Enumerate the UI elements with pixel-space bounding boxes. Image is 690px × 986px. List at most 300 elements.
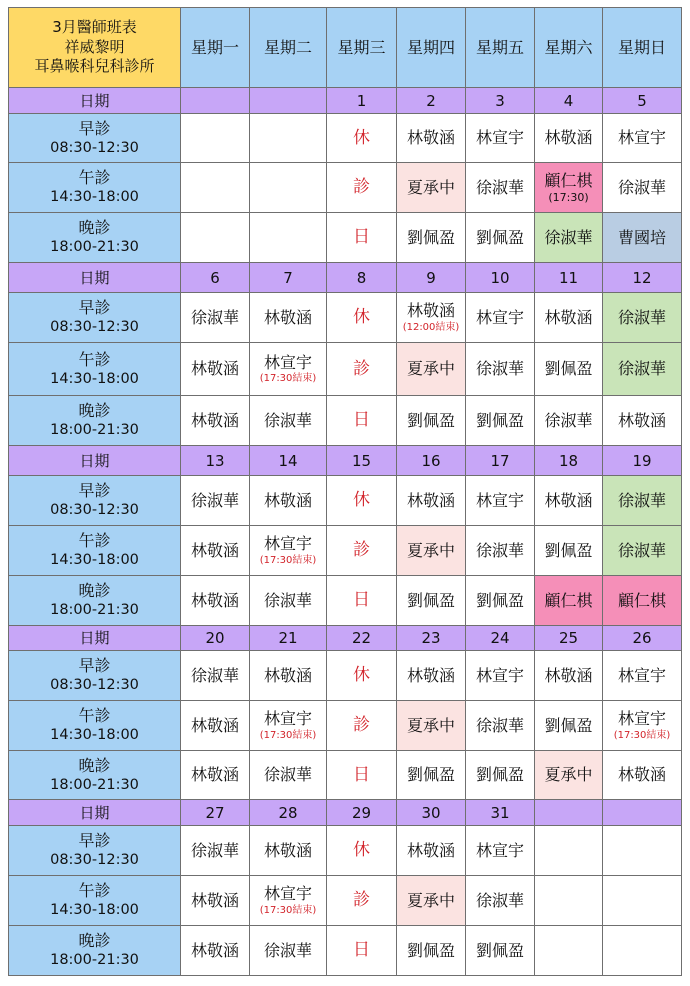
date-cell [466,626,535,651]
doctor-cell [603,114,682,163]
date-cell [327,626,397,651]
doctor-cell [466,114,535,163]
slot-label [9,293,181,343]
doctor-name: 林敬涵 [263,307,312,327]
doctor-cell [397,293,466,343]
doctor-cell [535,826,603,876]
slot-name: 午診 [78,706,111,726]
date-cell [535,88,603,114]
doctor-name: 曹國培 [617,227,666,247]
doctor-cell [250,114,327,163]
doctor-name: 林宣宇 [475,840,524,860]
doctor-cell [250,651,327,701]
doctor-cell [603,396,682,446]
doctor-name: 林敬涵 [544,307,593,327]
doctor-cell [535,343,603,396]
doctor-cell [603,926,682,976]
doctor-cell [397,213,466,263]
doctor-cell [535,213,603,263]
date-cell [250,263,327,293]
closed-mark: 診 [353,715,370,736]
date-number: 6 [210,268,220,287]
doctor-name: 林宣宇 [617,665,666,685]
doctor-name: 劉佩盈 [406,227,455,247]
date-number: 26 [632,629,652,647]
slot-time: 14:30-18:00 [50,902,139,919]
slot-time: 08:30-12:30 [50,852,139,869]
doctor-cell [181,826,250,876]
closed-mark: 診 [353,177,370,198]
shift-note: (17:30結束) [259,554,317,566]
shift-note: (17:30) [548,191,589,204]
doctor-name: 林敬涵 [190,715,239,735]
slot-name: 午診 [78,881,111,901]
doctor-cell [535,876,603,926]
date-number: 4 [563,91,574,110]
doctor-name: 劉佩盈 [406,590,455,610]
doctor-name: 林宣宇 [263,709,312,729]
doctor-cell [397,396,466,446]
doctor-name: 林宣宇 [475,307,524,327]
slot-time: 14:30-18:00 [50,552,139,569]
slot-time: 14:30-18:00 [50,727,139,744]
weekday-header [466,8,535,88]
doctor-cell [250,343,327,396]
doctor-name: 徐淑華 [617,540,666,560]
doctor-name: 夏承中 [544,765,593,785]
doctor-cell [397,526,466,576]
doctor-name: 徐淑華 [475,177,524,197]
title-line: 耳鼻喉科兒科診所 [34,57,155,76]
slot-label [9,751,181,800]
doctor-name: 林敬涵 [263,840,312,860]
slot-name: 午診 [78,168,111,188]
doctor-name: 劉佩盈 [475,765,524,785]
doctor-name: 林敬涵 [190,359,239,379]
doctor-cell [466,651,535,701]
doctor-cell [250,576,327,626]
doctor-cell [535,926,603,976]
doctor-name: 林敬涵 [190,765,239,785]
closed-cell [327,476,397,526]
shift-note: (17:30結束) [259,373,317,385]
shift-note: (12:00結束) [402,321,460,333]
doctor-cell [466,876,535,926]
doctor-name: 劉佩盈 [406,940,455,960]
date-number: 28 [278,803,298,822]
closed-mark: 診 [353,358,370,379]
doctor-cell [250,526,327,576]
weekday-label: 星期五 [475,37,524,57]
doctor-name: 林敬涵 [544,665,593,685]
weekday-label: 星期三 [337,37,386,57]
doctor-cell [181,213,250,263]
closed-cell [327,343,397,396]
date-cell [327,446,397,476]
doctor-cell [466,213,535,263]
doctor-cell [181,476,250,526]
shift-note: (17:30結束) [259,729,317,741]
doctor-cell [603,343,682,396]
date-cell [397,800,466,826]
date-number: 22 [351,629,372,647]
doctor-cell [181,526,250,576]
date-cell [397,626,466,651]
shift-note: (17:30結束) [613,729,671,741]
doctor-cell [466,163,535,213]
date-cell [603,626,682,651]
doctor-cell [397,826,466,876]
doctor-cell [535,701,603,751]
doctor-name: 林宣宇 [263,352,312,372]
title-line: 祥威黎明 [64,37,125,56]
doctor-cell [181,396,250,446]
doctor-name: 劉佩盈 [544,359,593,379]
slot-label [9,526,181,576]
doctor-cell [250,213,327,263]
slot-name: 午診 [78,531,111,551]
doctor-name: 林敬涵 [190,940,239,960]
doctor-name: 徐淑華 [475,715,524,735]
weekday-label: 星期四 [406,37,455,57]
doctor-cell [535,114,603,163]
doctor-cell [535,476,603,526]
slot-label [9,576,181,626]
doctor-name: 林宣宇 [263,884,312,904]
doctor-name: 林敬涵 [406,490,455,510]
doctor-name: 徐淑華 [544,410,593,430]
doctor-cell [181,701,250,751]
doctor-cell [466,751,535,800]
date-cell [250,88,327,114]
date-cell [466,446,535,476]
closed-cell [327,576,397,626]
doctor-name: 劉佩盈 [475,940,524,960]
doctor-cell [397,114,466,163]
doctor-cell [397,751,466,800]
date-number: 5 [637,91,647,110]
date-cell [535,446,603,476]
doctor-cell [466,476,535,526]
doctor-name: 林宣宇 [263,534,312,554]
doctor-cell [466,826,535,876]
doctor-name: 徐淑華 [263,410,312,430]
doctor-name: 劉佩盈 [406,765,455,785]
doctor-cell [466,576,535,626]
slot-time: 08:30-12:30 [50,319,139,336]
doctor-cell [535,293,603,343]
date-cell [181,446,250,476]
date-number: 1 [356,91,367,110]
closed-mark: 診 [353,540,370,561]
doctor-name: 徐淑華 [190,307,239,327]
date-cell [250,446,327,476]
doctor-cell [535,396,603,446]
doctor-name: 林宣宇 [475,490,524,510]
weekday-header [181,8,250,88]
doctor-cell [250,876,327,926]
date-cell [397,263,466,293]
slot-name: 晚診 [78,401,111,421]
date-number: 13 [205,451,225,470]
slot-label [9,114,181,163]
doctor-name: 林敬涵 [406,301,455,321]
doctor-cell [603,576,682,626]
doctor-name: 劉佩盈 [475,227,524,247]
doctor-name: 林敬涵 [406,128,455,148]
doctor-name: 顧仁棋 [544,590,593,610]
doctor-cell [535,651,603,701]
doctor-name: 林敬涵 [544,128,593,148]
date-cell [250,626,327,651]
doctor-name: 徐淑華 [263,765,312,785]
date-row-label [9,626,181,651]
closed-mark: 休 [353,127,370,148]
slot-name: 晚診 [78,581,111,601]
doctor-name: 徐淑華 [544,227,593,247]
doctor-name: 徐淑華 [475,359,524,379]
slot-label [9,651,181,701]
date-number: 18 [558,451,579,470]
doctor-cell [603,163,682,213]
doctor-cell [603,701,682,751]
date-number: 17 [490,451,510,470]
date-cell [397,88,466,114]
date-number: 19 [632,451,652,470]
doctor-name: 徐淑華 [475,890,524,910]
date-label: 日期 [79,803,110,822]
closed-mark: 日 [353,410,370,431]
doctor-cell [250,926,327,976]
doctor-cell [397,163,466,213]
doctor-name: 徐淑華 [617,490,666,510]
date-label: 日期 [79,268,110,287]
doctor-name: 徐淑華 [263,940,312,960]
doctor-cell [603,526,682,576]
date-number: 25 [558,629,579,647]
closed-cell [327,526,397,576]
schedule-title [9,8,181,88]
date-number: 23 [421,629,441,647]
date-cell [535,263,603,293]
doctor-cell [397,576,466,626]
weekday-header [603,8,682,88]
slot-name: 早診 [78,656,111,676]
doctor-name: 夏承中 [406,177,455,197]
slot-time: 14:30-18:00 [50,370,139,387]
closed-mark: 日 [353,590,370,611]
shift-note: (17:30結束) [259,904,317,916]
date-cell [466,800,535,826]
date-number: 27 [205,803,225,822]
date-label: 日期 [79,451,110,470]
date-cell [466,263,535,293]
doctor-cell [603,293,682,343]
doctor-cell [397,876,466,926]
closed-mark: 休 [353,490,370,511]
doctor-name: 林敬涵 [263,490,312,510]
doctor-cell [603,213,682,263]
doctor-cell [535,526,603,576]
doctor-name: 林敬涵 [190,890,239,910]
weekday-header [397,8,466,88]
doctor-name: 林敬涵 [190,590,239,610]
doctor-name: 劉佩盈 [544,540,593,560]
slot-label [9,163,181,213]
slot-time: 18:00-21:30 [50,952,139,969]
doctor-name: 夏承中 [406,715,455,735]
slot-time: 08:30-12:30 [50,139,139,156]
slot-name: 早診 [78,481,111,501]
date-number: 15 [351,451,372,470]
doctor-name: 徐淑華 [617,359,666,379]
doctor-name: 林宣宇 [617,128,666,148]
doctor-cell [181,343,250,396]
doctor-name: 顧仁棋 [617,590,666,610]
doctor-cell [466,293,535,343]
date-cell [603,88,682,114]
closed-cell [327,293,397,343]
date-number: 24 [490,629,510,647]
weekday-header [327,8,397,88]
doctor-name: 徐淑華 [190,490,239,510]
doctor-cell [603,651,682,701]
closed-mark: 診 [353,890,370,911]
slot-name: 晚診 [78,755,111,775]
closed-mark: 休 [353,665,370,686]
date-cell [603,446,682,476]
doctor-name: 劉佩盈 [475,410,524,430]
doctor-name: 林宣宇 [475,665,524,685]
doctor-cell [250,701,327,751]
slot-time: 18:00-21:30 [50,422,139,439]
doctor-name: 徐淑華 [617,177,666,197]
date-label: 日期 [79,629,110,647]
slot-time: 18:00-21:30 [50,602,139,619]
doctor-name: 徐淑華 [190,840,239,860]
doctor-cell [603,826,682,876]
date-number: 31 [490,803,510,822]
doctor-name: 林宣宇 [617,709,666,729]
doctor-cell [250,396,327,446]
weekday-header [535,8,603,88]
doctor-name: 林敬涵 [617,765,666,785]
doctor-name: 林敬涵 [190,540,239,560]
doctor-cell [181,293,250,343]
doctor-name: 夏承中 [406,359,455,379]
doctor-cell [181,876,250,926]
date-number: 30 [421,803,441,822]
doctor-cell [181,114,250,163]
doctor-cell [250,751,327,800]
closed-cell [327,114,397,163]
closed-cell [327,701,397,751]
date-number: 12 [632,268,652,287]
slot-time: 08:30-12:30 [50,502,139,519]
date-cell [250,800,327,826]
doctor-name: 徐淑華 [617,307,666,327]
closed-mark: 休 [353,307,370,328]
slot-label [9,396,181,446]
doctor-cell [250,163,327,213]
doctor-cell [535,163,603,213]
doctor-name: 顧仁棋 [544,170,593,190]
date-cell [466,88,535,114]
doctor-cell [603,476,682,526]
date-cell [603,263,682,293]
slot-time: 18:00-21:30 [50,776,139,793]
doctor-cell [397,343,466,396]
date-number: 14 [278,451,298,470]
date-cell [327,800,397,826]
slot-label [9,213,181,263]
slot-label [9,826,181,876]
date-cell [535,800,603,826]
closed-cell [327,213,397,263]
slot-label [9,343,181,396]
doctor-cell [397,651,466,701]
date-row-label [9,800,181,826]
date-number: 8 [356,268,367,287]
date-cell [327,88,397,114]
date-cell [181,626,250,651]
doctor-name: 徐淑華 [190,665,239,685]
doctor-cell [397,701,466,751]
slot-name: 晚診 [78,218,111,238]
date-number: 29 [351,803,372,822]
doctor-name: 劉佩盈 [544,715,593,735]
slot-time: 08:30-12:30 [50,677,139,694]
weekday-label: 星期六 [544,37,593,57]
date-cell [603,800,682,826]
date-number: 9 [426,268,436,287]
closed-mark: 日 [353,227,370,248]
slot-name: 早診 [78,298,111,318]
closed-cell [327,751,397,800]
closed-mark: 休 [353,840,370,861]
doctor-name: 劉佩盈 [406,410,455,430]
weekday-label: 星期二 [263,37,312,57]
doctor-cell [250,476,327,526]
doctor-name: 徐淑華 [263,590,312,610]
weekday-header [250,8,327,88]
date-cell [327,263,397,293]
doctor-cell [535,751,603,800]
doctor-cell [181,651,250,701]
closed-cell [327,876,397,926]
doctor-name: 林敬涵 [263,665,312,685]
date-number: 21 [278,629,298,647]
date-row-label [9,446,181,476]
closed-cell [327,163,397,213]
slot-label [9,476,181,526]
doctor-cell [466,701,535,751]
doctor-cell [250,826,327,876]
date-number: 10 [490,268,510,287]
doctor-name: 夏承中 [406,540,455,560]
title-line: 3月醫師班表 [52,17,137,36]
doctor-name: 徐淑華 [475,540,524,560]
doctor-cell [181,926,250,976]
slot-name: 晚診 [78,931,111,951]
doctor-name: 夏承中 [406,890,455,910]
doctor-name: 林敬涵 [406,665,455,685]
slot-name: 早診 [78,831,111,851]
date-number: 3 [495,91,505,110]
doctor-name: 劉佩盈 [475,590,524,610]
date-cell [181,800,250,826]
doctor-cell [603,751,682,800]
